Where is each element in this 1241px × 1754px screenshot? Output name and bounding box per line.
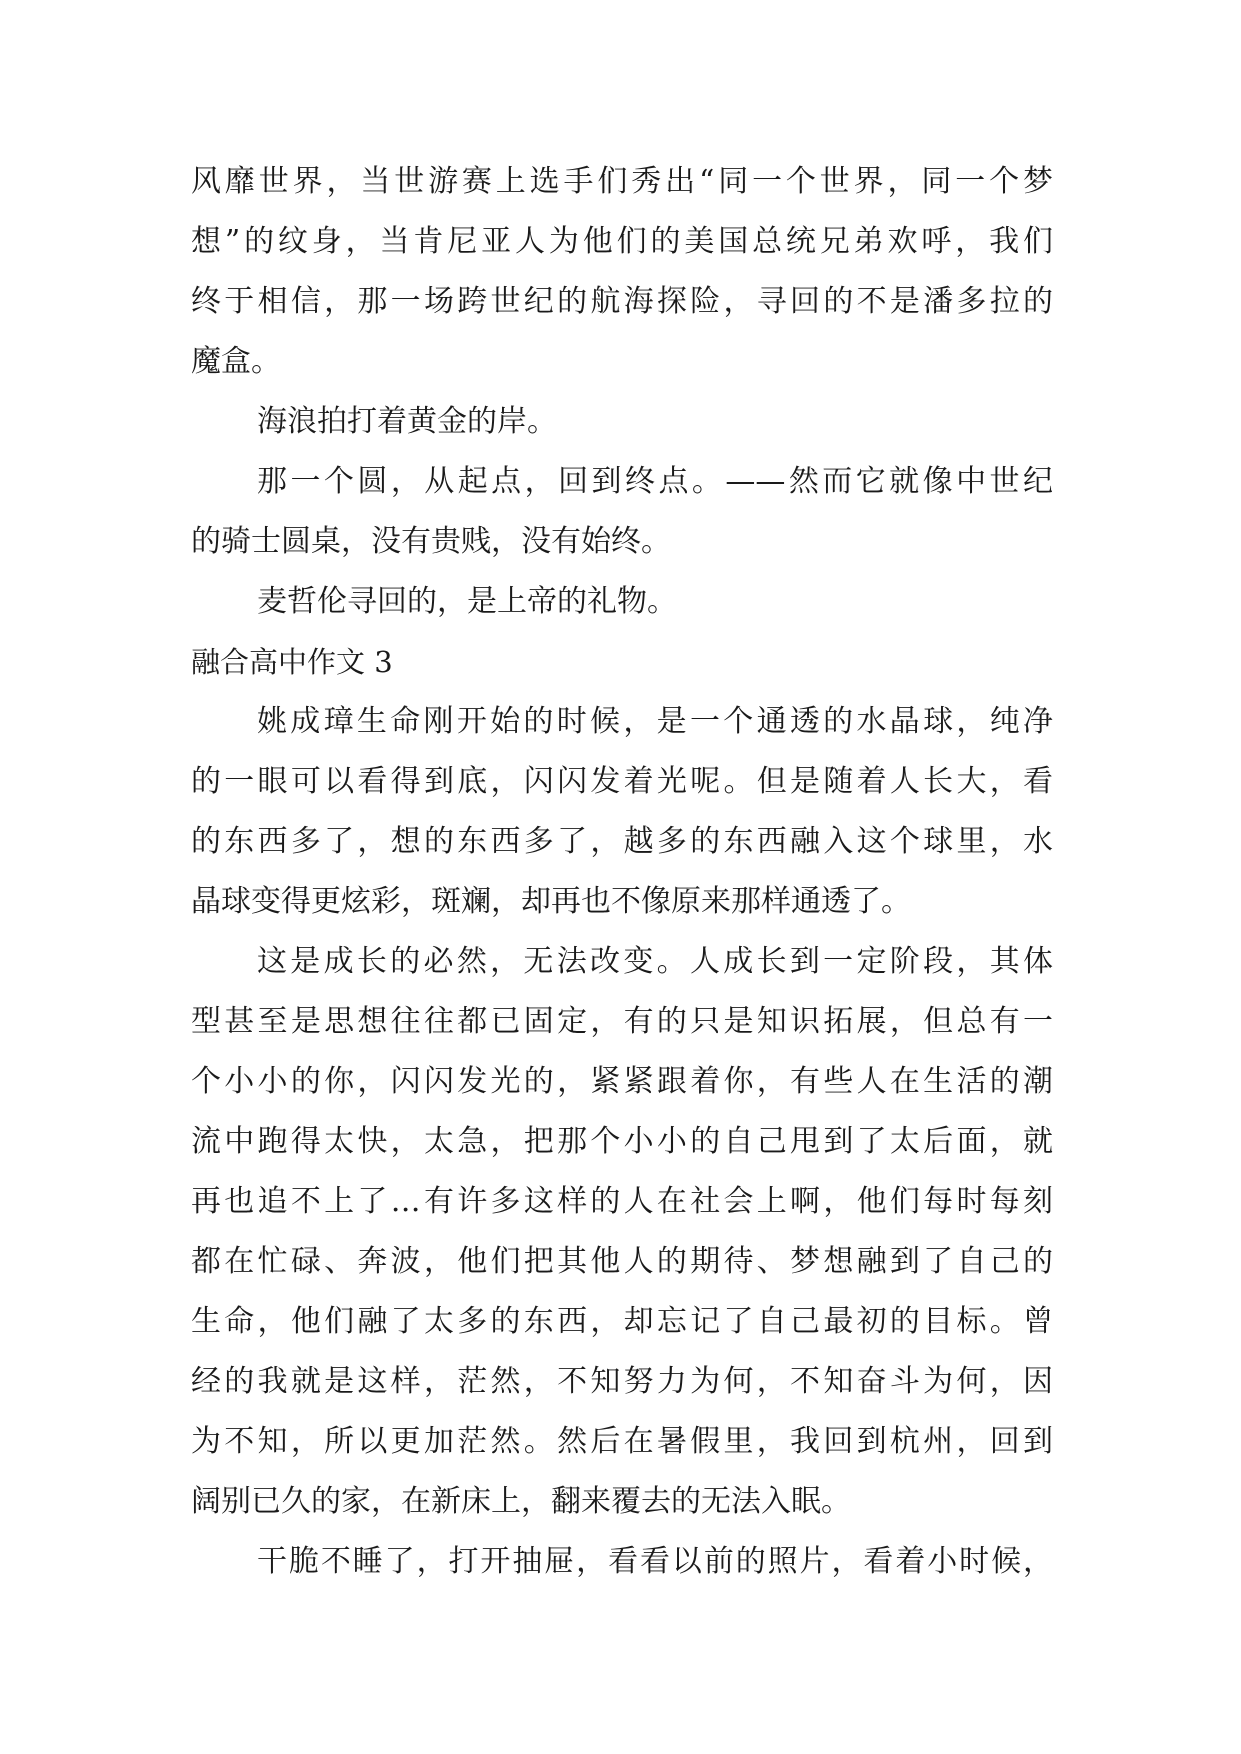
text-line: 终于相信，那一场跨世纪的航海探险，寻回的不是潘多拉的 bbox=[191, 284, 1053, 319]
text-line: 型甚至是思想往往都已固定，有的只是知识拓展，但总有一 bbox=[191, 1004, 1053, 1039]
text-line: 海浪拍打着黄金的岸。 bbox=[257, 404, 557, 439]
text-line: 晶球变得更炫彩，斑斓，却再也不像原来那样通透了。 bbox=[191, 884, 911, 919]
text-line: 阔别已久的家，在新床上，翻来覆去的无法入眠。 bbox=[191, 1484, 851, 1519]
text-line: 流中跑得太快，太急，把那个小小的自己甩到了太后面，就 bbox=[191, 1124, 1053, 1159]
text-line: 想”的纹身，当肯尼亚人为他们的美国总统兄弟欢呼，我们 bbox=[191, 224, 1053, 259]
section-heading: 融合高中作文 3 bbox=[191, 645, 393, 679]
text-line: 的一眼可以看得到底，闪闪发着光呢。但是随着人长大，看 bbox=[191, 764, 1053, 799]
text-line: 这是成长的必然，无法改变。人成长到一定阶段，其体 bbox=[257, 944, 1053, 979]
text-line: 为不知，所以更加茫然。然后在暑假里，我回到杭州，回到 bbox=[191, 1424, 1053, 1459]
text-line: 魔盒。 bbox=[191, 344, 281, 379]
text-line: 的东西多了，想的东西多了，越多的东西融入这个球里，水 bbox=[191, 824, 1053, 859]
text-line: 都在忙碌、奔波，他们把其他人的期待、梦想融到了自己的 bbox=[191, 1244, 1053, 1279]
text-line: 再也追不上了…有许多这样的人在社会上啊，他们每时每刻 bbox=[191, 1184, 1053, 1219]
text-line: 那一个圆，从起点，回到终点。——然而它就像中世纪 bbox=[257, 464, 1053, 499]
text-line: 姚成璋生命刚开始的时候，是一个通透的水晶球，纯净 bbox=[257, 704, 1053, 739]
text-line: 干脆不睡了，打开抽屉，看看以前的照片，看着小时候， bbox=[257, 1544, 1053, 1579]
text-line: 个小小的你，闪闪发光的，紧紧跟着你，有些人在生活的潮 bbox=[191, 1064, 1053, 1099]
body-text bbox=[191, 152, 1053, 1592]
text-line: 生命，他们融了太多的东西，却忘记了自己最初的目标。曾 bbox=[191, 1304, 1053, 1339]
text-line: 的骑士圆桌，没有贵贱，没有始终。 bbox=[191, 524, 671, 559]
text-line: 经的我就是这样，茫然，不知努力为何，不知奋斗为何，因 bbox=[191, 1364, 1053, 1399]
text-line: 风靡世界，当世游赛上选手们秀出“同一个世界，同一个梦 bbox=[191, 164, 1053, 199]
text-line: 麦哲伦寻回的，是上帝的礼物。 bbox=[257, 584, 677, 619]
